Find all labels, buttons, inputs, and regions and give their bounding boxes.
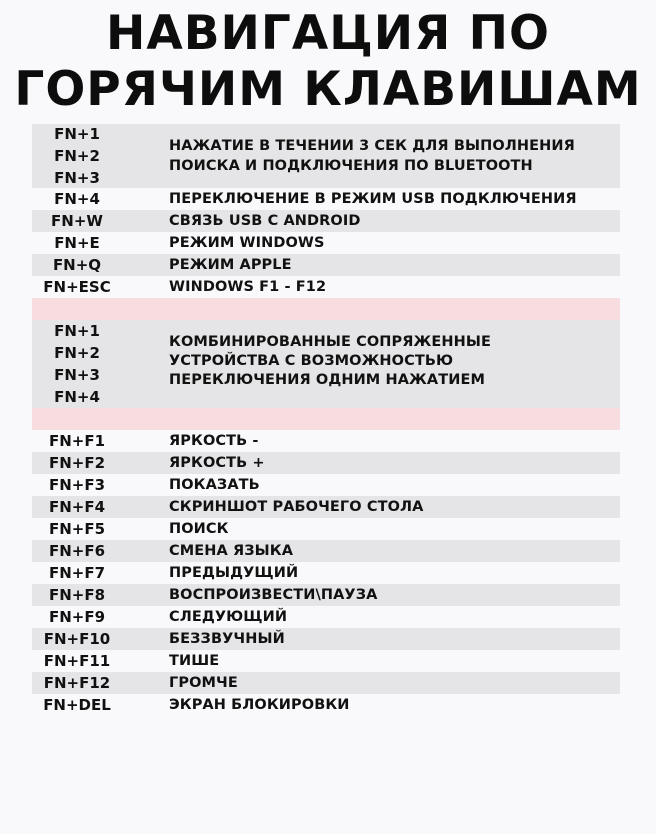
description-cell: РЕЖИМ APPLE <box>169 257 292 273</box>
key-label: FN+F4 <box>48 498 106 516</box>
description-line: УСТРОЙСТВА С ВОЗМОЖНОСТЬЮ <box>169 353 454 369</box>
description-cell: БЕЗЗВУЧНЫЙ <box>169 631 285 647</box>
description-cell: ЯРКОСТЬ + <box>169 455 265 471</box>
table-row <box>32 474 620 496</box>
table-row <box>32 210 620 232</box>
description-cell: ТИШЕ <box>169 653 220 669</box>
table-row <box>32 584 620 606</box>
key-label: FN+F3 <box>48 476 106 494</box>
hotkey-table <box>32 124 620 716</box>
table-row <box>32 650 620 672</box>
key-label: FN+F6 <box>48 542 106 560</box>
description-cell: ПРЕДЫДУЩИЙ <box>169 565 299 581</box>
separator-row <box>32 408 620 430</box>
key-label: FN+F9 <box>48 608 106 626</box>
table-row <box>32 496 620 518</box>
key-label: FN+F10 <box>43 630 111 648</box>
table-row <box>32 232 620 254</box>
description-cell: СВЯЗЬ USB С ANDROID <box>169 213 361 229</box>
table-row <box>32 606 620 628</box>
description-cell: ПОКАЗАТЬ <box>169 477 260 493</box>
table-row <box>32 562 620 584</box>
key-label: FN+F12 <box>43 674 111 692</box>
table-row <box>32 430 620 452</box>
page-title <box>0 6 656 118</box>
key-label: FN+1 <box>54 125 100 143</box>
description-cell: СМЕНА ЯЗЫКА <box>169 543 294 559</box>
description-cell: ЭКРАН БЛОКИРОВКИ <box>169 697 350 713</box>
title-line-2: ГОРЯЧИМ КЛАВИШАМ <box>14 62 642 117</box>
table-row <box>32 628 620 650</box>
key-label: FN+W <box>51 212 103 230</box>
table-row <box>32 188 620 210</box>
description-cell: ВОСПРОИЗВЕСТИ\ПАУЗА <box>169 587 378 603</box>
table-row <box>32 254 620 276</box>
description-cell <box>169 333 616 390</box>
table-row <box>32 276 620 298</box>
description-cell <box>169 136 616 176</box>
key-label: FN+DEL <box>43 696 111 714</box>
description-cell: WINDOWS F1 - F12 <box>169 279 327 295</box>
description-cell: СКРИНШОТ РАБОЧЕГО СТОЛА <box>169 499 424 515</box>
key-label: FN+F1 <box>48 432 106 450</box>
key-label: FN+ESC <box>43 278 111 296</box>
key-label: FN+3 <box>54 366 100 384</box>
description-line: ПЕРЕКЛЮЧЕНИЯ ОДНИМ НАЖАТИЕМ <box>169 372 485 388</box>
separator-row <box>32 298 620 320</box>
key-label: FN+F11 <box>43 652 111 670</box>
description-line: ПОИСКА И ПОДКЛЮЧЕНИЯ ПО BLUETOOTH <box>169 158 533 174</box>
key-cell <box>32 123 122 189</box>
key-label: FN+E <box>54 234 100 252</box>
key-label: FN+2 <box>54 147 100 165</box>
key-cell <box>32 320 122 408</box>
description-cell: РЕЖИМ WINDOWS <box>169 235 325 251</box>
key-label: FN+4 <box>54 190 100 208</box>
description-line: НАЖАТИЕ В ТЕЧЕНИИ 3 СЕК ДЛЯ ВЫПОЛНЕНИЯ <box>169 138 575 154</box>
key-label: FN+F7 <box>48 564 106 582</box>
table-row-combined <box>32 320 620 408</box>
key-label: FN+F2 <box>48 454 106 472</box>
key-label: FN+Q <box>52 256 102 274</box>
table-row <box>32 540 620 562</box>
key-label: FN+4 <box>54 388 100 406</box>
table-row <box>32 452 620 474</box>
description-cell: ПЕРЕКЛЮЧЕНИЕ В РЕЖИМ USB ПОДКЛЮЧЕНИЯ <box>169 191 577 207</box>
key-label: FN+3 <box>54 169 100 187</box>
table-row <box>32 518 620 540</box>
description-cell: ПОИСК <box>169 521 229 537</box>
key-label: FN+F8 <box>48 586 106 604</box>
table-row-bluetooth <box>32 124 620 188</box>
key-label: FN+2 <box>54 344 100 362</box>
table-row <box>32 672 620 694</box>
description-cell: ЯРКОСТЬ - <box>169 433 259 449</box>
description-line: КОМБИНИРОВАННЫЕ СОПРЯЖЕННЫЕ <box>169 334 491 350</box>
key-label: FN+F5 <box>48 520 106 538</box>
title-line-1: НАВИГАЦИЯ ПО <box>106 6 550 61</box>
table-row <box>32 694 620 716</box>
key-label: FN+1 <box>54 322 100 340</box>
description-cell: ГРОМЧЕ <box>169 675 238 691</box>
description-cell: СЛЕДУЮЩИЙ <box>169 609 288 625</box>
